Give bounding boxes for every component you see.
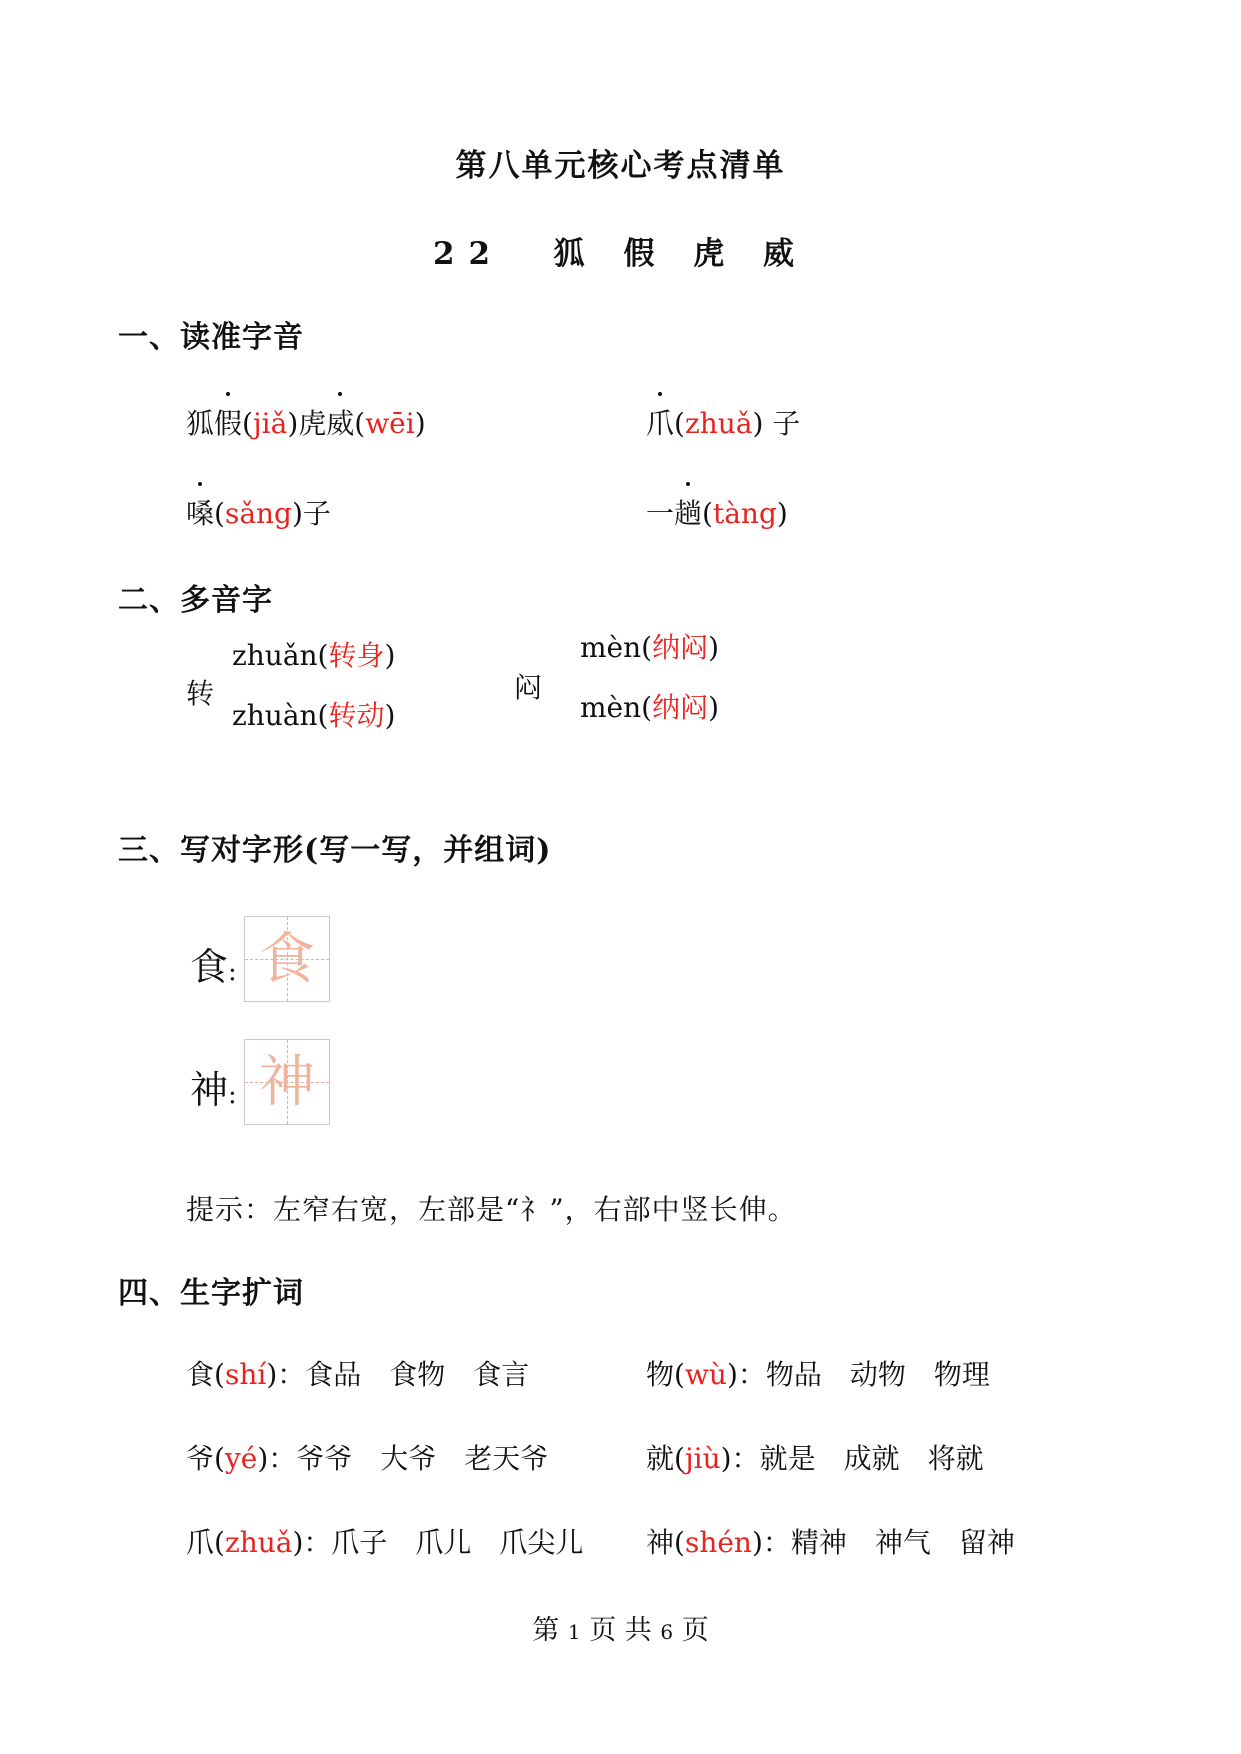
dotted-char: 嗓 bbox=[186, 492, 214, 532]
section-heading-writing: 三、写对字形(写一写，并组词) bbox=[118, 833, 552, 868]
pinyin-answer: shén bbox=[684, 1526, 752, 1559]
document-title: 第八单元核心考点清单 bbox=[455, 148, 786, 184]
dotted-char: 爪 bbox=[646, 402, 674, 442]
writing-hint: 提示：左窄右宽，左部是“礻”，右部中竖长伸。 bbox=[186, 1193, 797, 1226]
model-character: 神 bbox=[259, 1050, 315, 1115]
pinyin-answer: tàng bbox=[712, 497, 777, 530]
page-footer: 第 1 页 共 6 页 bbox=[532, 1615, 709, 1646]
model-character: 食 bbox=[259, 927, 315, 992]
example-word: 转身 bbox=[328, 639, 385, 672]
reading-line: zhuǎn(转身) bbox=[232, 639, 396, 672]
write-label: 神: bbox=[190, 1068, 237, 1112]
example-word: 纳闷 bbox=[652, 691, 709, 724]
pronunciation-item: 爪(zhuǎ) 子 bbox=[646, 402, 800, 442]
pronunciation-item: 一趟(tàng) bbox=[646, 492, 788, 532]
page-total: 6 bbox=[660, 1620, 674, 1644]
vocab-words: 精神 神气 留神 bbox=[790, 1526, 1015, 1559]
vocab-entry: 神(shén)：精神 神气 留神 bbox=[646, 1526, 1015, 1559]
example-word: 纳闷 bbox=[652, 631, 709, 664]
pinyin-answer: jiǎ bbox=[252, 407, 288, 440]
reading-line: mèn(纳闷) bbox=[580, 691, 720, 724]
example-word: 转动 bbox=[328, 699, 385, 732]
pinyin-answer: shí bbox=[224, 1358, 267, 1391]
vocab-entry: 爷(yé)：爷爷 大爷 老天爷 bbox=[186, 1442, 549, 1475]
pinyin-answer: jiù bbox=[684, 1442, 721, 1475]
vocab-words: 爷爷 大爷 老天爷 bbox=[296, 1442, 549, 1475]
pinyin-answer: sǎng bbox=[224, 497, 292, 530]
page-number: 1 bbox=[567, 1620, 581, 1644]
vocab-entry: 爪(zhuǎ)：爪子 爪儿 爪尖儿 bbox=[186, 1526, 584, 1559]
pronunciation-item: 狐假(jiǎ)虎威(wēi) bbox=[186, 402, 426, 442]
lesson-title bbox=[0, 228, 1241, 273]
reading-line: zhuàn(转动) bbox=[232, 699, 396, 732]
pinyin-answer: zhuǎ bbox=[684, 407, 753, 440]
vocab-entry: 就(jiù)：就是 成就 将就 bbox=[646, 1442, 984, 1475]
dotted-char: 趟 bbox=[674, 492, 702, 532]
vocab-words: 食品 食物 食言 bbox=[305, 1358, 530, 1391]
vocab-words: 就是 成就 将就 bbox=[759, 1442, 984, 1475]
writing-grid bbox=[244, 1039, 330, 1125]
section-heading-vocabulary: 四、生字扩词 bbox=[118, 1276, 304, 1311]
pinyin-answer: zhuǎ bbox=[224, 1526, 293, 1559]
vocab-entry: 食(shí)：食品 食物 食言 bbox=[186, 1358, 530, 1391]
writing-grid bbox=[244, 916, 330, 1002]
vocab-words: 物品 动物 物理 bbox=[765, 1358, 990, 1391]
vocab-entry: 物(wù)：物品 动物 物理 bbox=[646, 1358, 990, 1391]
write-label: 食: bbox=[190, 945, 237, 989]
vocab-words: 爪子 爪儿 爪尖儿 bbox=[331, 1526, 584, 1559]
dotted-char: 假 bbox=[214, 402, 242, 442]
pinyin-answer: wēi bbox=[365, 407, 415, 440]
pinyin-answer: wù bbox=[684, 1358, 727, 1391]
lesson-number: 22 bbox=[432, 236, 505, 272]
pinyin-answer: yé bbox=[224, 1442, 258, 1475]
polyphonic-char: 转 bbox=[186, 677, 215, 710]
section-heading-polyphonic: 二、多音字 bbox=[118, 583, 273, 618]
reading-line: mèn(纳闷) bbox=[580, 631, 720, 664]
dotted-char: 威 bbox=[326, 402, 354, 442]
pronunciation-item: 嗓(sǎng)子 bbox=[186, 492, 331, 532]
section-heading-pronunciation: 一、读准字音 bbox=[118, 320, 304, 355]
lesson-name: 狐 假 虎 威 bbox=[553, 236, 809, 272]
polyphonic-char: 闷 bbox=[514, 671, 543, 704]
